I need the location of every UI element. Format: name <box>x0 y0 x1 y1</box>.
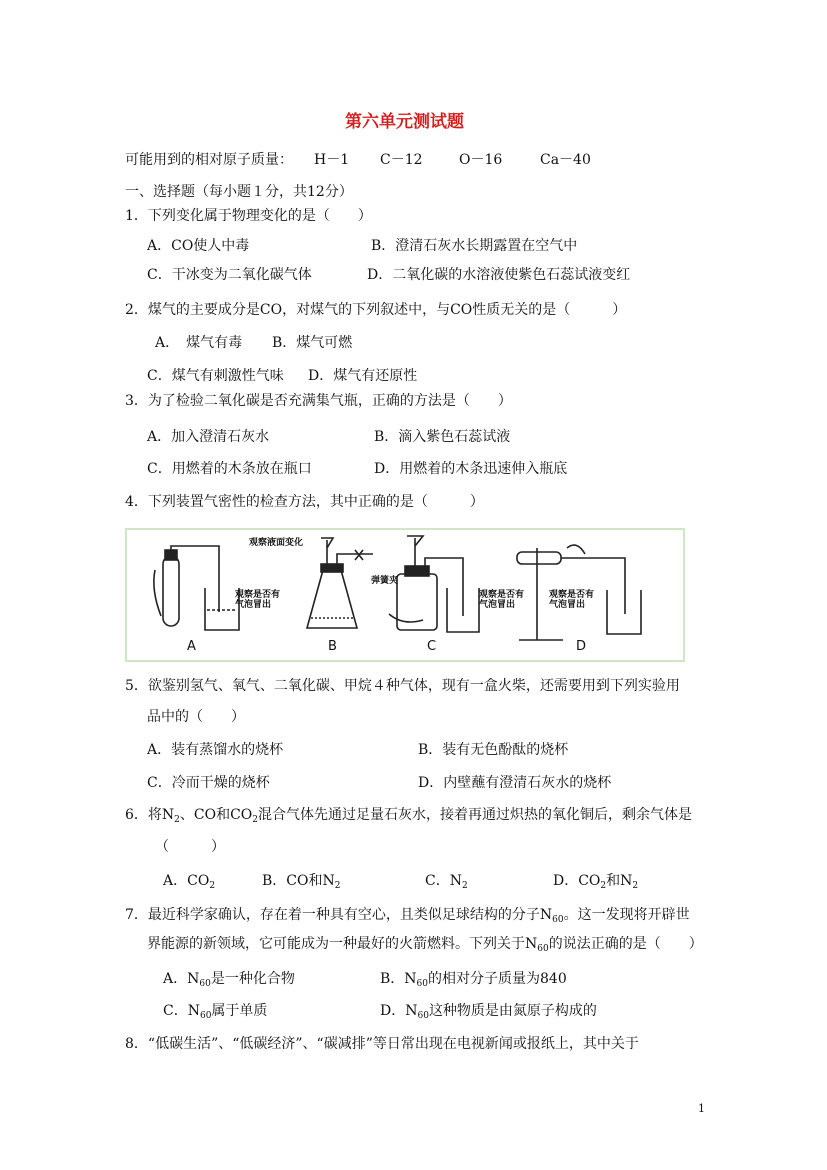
q7-option-a: A．$N_{60}$是一种化合物 <box>163 971 295 989</box>
apparatus-a-beaker <box>205 588 239 630</box>
q3-option-a: A．加入澄清石灰水 <box>147 429 270 445</box>
q3-option-d: D．用燃着的木条迅速伸入瓶底 <box>374 461 568 477</box>
apparatus-a-stopper <box>165 550 177 560</box>
q5-option-b: B．装有无色酚酞的烧杯 <box>418 742 569 758</box>
q7-option-d: D．$N_{60}$这种物质是由氮原子构成的 <box>380 1003 597 1021</box>
fig-note-level: 观察液面变化 <box>249 538 304 548</box>
q7-stem-line1: 7．最近科学家确认，存在着一种具有空心，且类似足球结构的分子$N_{60}$。这一发现将开辟世 <box>125 907 690 925</box>
q5-option-c: C．冷而干燥的烧杯 <box>147 775 270 791</box>
page-number: 1 <box>698 1102 705 1115</box>
apparatus-d-hand <box>567 545 585 554</box>
q1-option-d: D．二氧化碳的水溶液使紫色石蕊试液变红 <box>367 267 631 283</box>
q2-stem: 2．煤气的主要成分是CO，对煤气的下列叙述中，与CO性质无关的是（ ） <box>125 302 627 318</box>
apparatus-a-test-tube <box>163 556 179 626</box>
apparatus-b-flask <box>307 570 357 628</box>
page-title: 第六单元测试题 <box>345 112 464 132</box>
q4-stem: 4．下列装置气密性的检查方法，其中正确的是（ ） <box>125 494 484 510</box>
q4-apparatus-figure <box>125 528 685 662</box>
fig-note-bubble-a: 观察是否有气泡冒出 <box>235 590 281 610</box>
fig-label-b: B <box>328 639 337 654</box>
q6-option-a: A．$CO_2$ <box>163 873 216 891</box>
apparatus-d-tube <box>517 552 561 564</box>
q6-option-c: C．$N_2$ <box>425 873 468 891</box>
q2-option-c: C．煤气有刺激性气味 <box>147 368 284 384</box>
q6-option-d: D．$CO_2$和$N_2$ <box>553 873 639 891</box>
q5-stem-line2: 品中的（ ） <box>147 709 245 725</box>
q2-option-d: D．煤气有还原性 <box>308 368 418 384</box>
fig-label-a: A <box>187 639 196 654</box>
q5-option-a: A．装有蒸馏水的烧杯 <box>147 742 284 758</box>
fig-note-clamp: 弹簧夹 <box>371 576 399 586</box>
apparatus-c-tube <box>425 558 463 616</box>
fig-note-bubble-c: 观察是否有气泡冒出 <box>479 590 525 610</box>
q6-option-b: B．CO和$N_2$ <box>262 873 341 891</box>
fig-label-d: D <box>576 639 587 654</box>
fig-label-c: C <box>427 639 437 654</box>
q1-option-a: A．CO使人中毒 <box>147 238 250 254</box>
q7-option-b: B．$N_{60}$的相对分子质量为840 <box>380 971 567 989</box>
q3-option-c: C．用燃着的木条放在瓶口 <box>147 461 312 477</box>
q3-option-b: B．滴入紫色石蕊试液 <box>374 429 511 445</box>
atomic-mass-c: C－12 <box>380 152 423 168</box>
apparatus-d-beaker <box>607 590 641 634</box>
q8-stem: 8．“低碳生活”、“低碳经济”、“碳减排”等日常出现在电视新闻或报纸上，其中关于 <box>125 1036 639 1052</box>
q6-stem-line1: 6．将$N_2$、CO和$CO_2$混合气体先通过足量石灰水，接着再通过炽热的氧化铜后，剩余气体是 <box>125 807 693 825</box>
q5-option-d: D．内壁蘸有澄清石灰水的烧杯 <box>418 775 612 791</box>
q1-option-b: B．澄清石灰水长期露置在空气中 <box>371 238 578 254</box>
atomic-mass-label: 可能用到的相对原子质量： <box>125 152 293 168</box>
apparatus-a-hand <box>154 570 161 616</box>
q6-stem-line2: （ ） <box>155 839 225 855</box>
q7-option-c: C．$N_{60}$属于单质 <box>163 1003 268 1021</box>
apparatus-c-hand <box>389 614 423 622</box>
apparatus-c-funnel <box>407 536 423 566</box>
section-heading: 一、选择题（每小题１分，共12分） <box>125 184 353 200</box>
atomic-mass-o: O－16 <box>459 152 503 168</box>
q2-option-b: B．煤气可燃 <box>272 335 353 351</box>
q5-stem-line1: 5．欲鉴别氢气、氧气、二氧化碳、甲烷４种气体，现有一盒火柴，还需要用到下列实验用 <box>125 678 680 694</box>
q3-stem: 3．为了检验二氧化碳是否充满集气瓶，正确的方法是（ ） <box>125 393 512 409</box>
atomic-mass-ca: Ca－40 <box>540 152 591 168</box>
apparatus-b-clamp <box>355 550 363 560</box>
fig-note-bubble-d: 观察是否有气泡冒出 <box>549 590 595 610</box>
q1-stem: 1．下列变化属于物理变化的是（ ） <box>125 208 372 224</box>
q2-option-a: A． 煤气有毒 <box>155 335 243 351</box>
q7-stem-line2: 界能源的新领域，它可能成为一种最好的火箭燃料。下列关于$N_{60}$的说法正确的是（ ） <box>147 936 703 954</box>
atomic-mass-h: H－1 <box>314 152 350 168</box>
apparatus-a-delivery-tube <box>171 546 219 612</box>
q1-option-c: C．干冰变为二氧化碳气体 <box>147 267 312 283</box>
